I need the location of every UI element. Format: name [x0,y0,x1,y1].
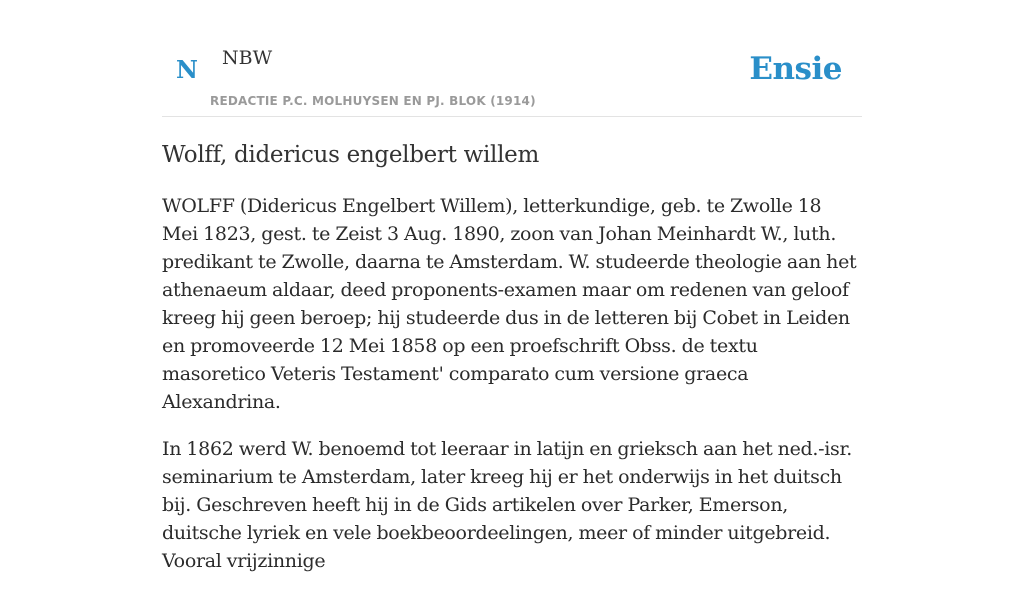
article-paragraph: WOLFF (Didericus Engelbert Willem), letterkundige, geb. te Zwolle 18 Mei 1823, gest. te Zeist 3 Aug. 1890, zoon van Johan Meinhardt W., luth. predikant te Zwolle, daarna te Amsterdam. W. studeerde theologie aan het athenaeum aldaar, deed proponents-examen maar om redenen van geloof kreeg hij geen beroep; hij studeerde dus in de letteren bij Cobet in Leiden en promoveerde 12 Mei 1858 op een proefschrift Obss. de textu masoretico Veteris Testament' comparato cum versione graeca Alexandrina. [162,195,857,413]
source-subtitle: REDACTIE P.C. MOLHUYSEN EN PJ. BLOK (1914) [210,94,536,108]
article-body [162,192,862,594]
site-header [162,0,862,117]
article-paragraph: In 1862 werd W. benoemd tot leeraar in latijn en grieksch aan het ned.-isr. seminarium te Amsterdam, later kreeg hij er het onderwijs in het duitsch bij. Geschreven heeft hij in de Gids artikelen over Parker, Emerson, duitsche lyriek en vele boekbeoordeelingen, meer of minder uitgebreid. Vooral vrijzinnige [162,438,852,572]
source-logo-letter[interactable]: N [176,55,198,84]
brand-logo[interactable]: Ensie [749,51,842,87]
source-name[interactable]: NBW [222,47,273,69]
page-title: Wolff, didericus engelbert willem [162,142,539,168]
